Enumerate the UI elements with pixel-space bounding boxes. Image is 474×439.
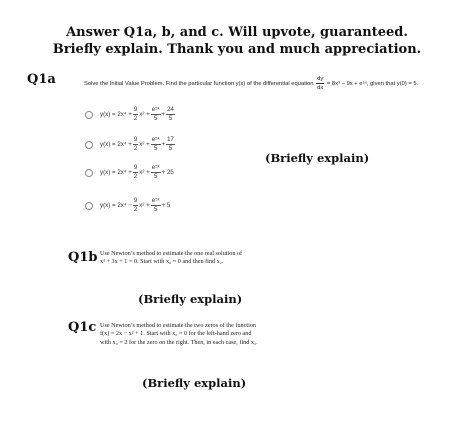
radio-button[interactable] [85,141,93,149]
option-mid: x² + [139,111,150,118]
option-tail: + 5 [161,202,171,209]
option-lead: y(x) = 2x⁴ + [100,111,132,118]
fraction [151,164,161,181]
fraction [151,106,161,123]
fraction-denominator: 5 [153,207,158,213]
fraction-numerator: 9 [133,107,138,113]
page-title [0,24,474,58]
fraction-numerator: e⁵ˣ [151,137,160,143]
fraction-denominator: 2 [133,146,138,152]
option-tail-plus: + [161,111,166,118]
derivative-fraction [316,75,324,92]
q1b-label: Q1b [68,250,98,265]
fraction-denominator: 5 [168,146,173,152]
answer-option[interactable] [85,164,174,181]
q1a-prompt [84,75,464,92]
fraction-denominator: 5 [153,174,158,180]
fraction-denominator: 5 [168,116,173,122]
q1b-explain: (Briefly explain) [138,292,243,306]
radio-button[interactable] [85,169,93,177]
fraction-denominator: 5 [153,146,158,152]
q1c-label: Q1c [68,320,97,335]
q1b-line-2: x³ + 3x + 1 = 0. Start with x₀ = 0 and then find x₂. [100,258,224,266]
fraction-numerator: 17 [167,137,174,143]
q1a-label: Q1a [27,72,56,87]
option-lead: y(x) = 2x⁴ − [100,202,132,209]
option-lead: y(x) = 2x⁴ + [100,169,132,176]
answer-option[interactable] [85,106,176,123]
answer-option[interactable] [85,136,176,153]
q1c-explain: (Briefly explain) [142,376,247,390]
fraction-denominator: 2 [133,116,138,122]
option-mid: x² + [139,169,150,176]
q1b-line-1: Use Newton’s method to estimate the one real solution of [100,250,243,257]
fraction [166,106,175,123]
fraction-denominator: 2 [133,207,138,213]
fraction-numerator: 9 [133,198,138,204]
title-line-2: Briefly explain. Thank you and much appreciation. [52,42,422,57]
option-tail-plus: + [161,141,166,148]
fraction [151,197,161,214]
q1a-prompt-rhs: = 8x³ − 9x + e⁵ˣ, given that y(0) = 5. [326,81,419,88]
fraction-numerator: 9 [133,165,138,171]
q1a-explain: (Briefly explain) [265,151,370,165]
q1c-line-3: with x₀ = 2 for the zero on the right. Then, in each case, find x₂. [100,338,258,346]
fraction [133,197,138,214]
option-lead: y(x) = 2x⁴ + [100,141,132,148]
q1b-body [100,250,242,267]
fraction [166,136,175,153]
fraction-numerator: 9 [133,137,138,143]
radio-button[interactable] [85,111,93,119]
q1c-body [100,322,258,347]
fraction [133,164,138,181]
fraction-numerator: e⁵ˣ [151,198,160,204]
radio-button[interactable] [85,202,93,210]
fraction-numerator: e⁵ˣ [151,107,160,113]
fraction [133,106,138,123]
q1c-line-2: f(x) = 2x − x² + 1. Start with x₀ = 0 for the left-hand zero and [100,330,252,338]
q1a-prompt-text: Solve the Initial Value Problem. Find the particular function y(x) of the differential equation [84,81,314,88]
answer-option[interactable] [85,197,170,214]
derivative-denominator: dx [317,85,324,91]
option-mid: x² + [139,202,150,209]
option-tail: + 25 [161,169,174,176]
fraction [151,136,161,153]
fraction-numerator: e⁵ˣ [151,165,160,171]
option-mid: x² + [139,141,150,148]
fraction-numerator: 24 [167,107,174,113]
q1c-line-1: Use Newton’s method to estimate the two zeros of the function [100,322,257,329]
fraction-denominator: 2 [133,174,138,180]
title-line-1: Answer Q1a, b, and c. Will upvote, guaranteed. [66,25,408,40]
fraction [133,136,138,153]
derivative-numerator: dy [317,76,324,82]
fraction-denominator: 5 [153,116,158,122]
